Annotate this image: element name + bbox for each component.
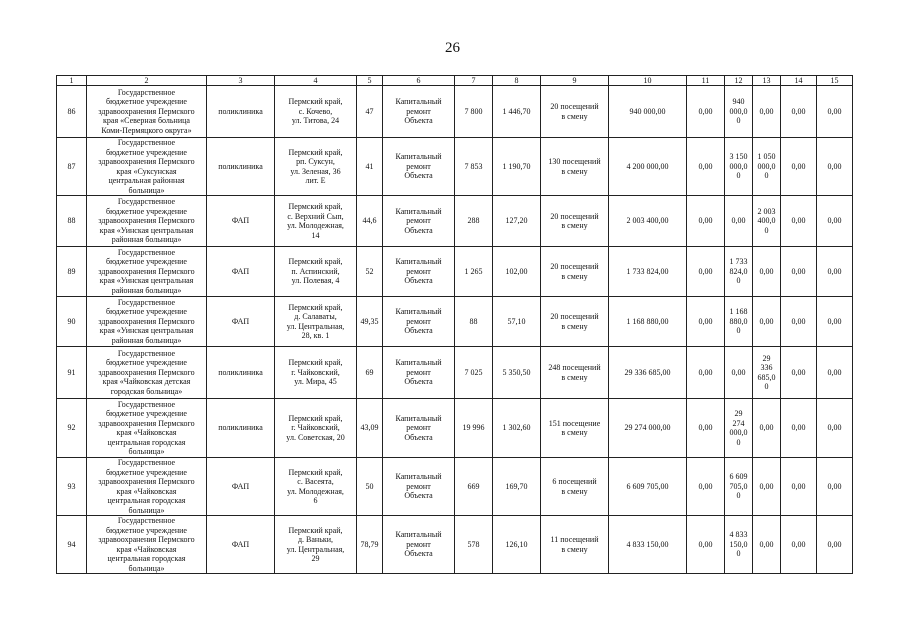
table-cell: 93 [57, 458, 87, 516]
table-cell: Капитальный ремонт Объекта [383, 196, 455, 247]
table-cell: поликлиника [207, 399, 275, 458]
table-cell: Пермский край, с. Верхний Сып, ул. Молодежная, 14 [275, 196, 357, 247]
table-cell: Пермский край, с. Кочево, ул. Титова, 24 [275, 86, 357, 138]
table-cell: 0,00 [781, 399, 817, 458]
column-header: 11 [687, 76, 725, 86]
table-cell: 7 853 [455, 138, 493, 196]
column-header-row [57, 76, 853, 86]
table-cell: 44,6 [357, 196, 383, 247]
table-cell: 0,00 [817, 347, 853, 399]
table-cell: 41 [357, 138, 383, 196]
table-cell: 3 150 000,0 0 [725, 138, 753, 196]
table-row [57, 196, 853, 247]
column-header: 2 [87, 76, 207, 86]
table-cell: 1 302,60 [493, 399, 541, 458]
table-row [57, 347, 853, 399]
table-cell: 0,00 [687, 297, 725, 347]
table-cell: 1 190,70 [493, 138, 541, 196]
table-cell: Государственное бюджетное учреждение здравоохранения Пермского края «Северная больница Коми-Пермяцкого округа» [87, 86, 207, 138]
table-cell: 20 посещений в смену [541, 297, 609, 347]
table-cell: 0,00 [781, 196, 817, 247]
table-cell: 0,00 [687, 347, 725, 399]
table-cell: ФАП [207, 247, 275, 297]
table-cell: 7 800 [455, 86, 493, 138]
table-cell: ФАП [207, 458, 275, 516]
table-cell: 11 посещений в смену [541, 516, 609, 574]
table-cell: 0,00 [781, 138, 817, 196]
column-header: 12 [725, 76, 753, 86]
table-cell: 1 733 824,0 0 [725, 247, 753, 297]
table-cell: 0,00 [817, 196, 853, 247]
table-cell: Капитальный ремонт Объекта [383, 399, 455, 458]
table-cell: 0,00 [817, 399, 853, 458]
table-cell: 0,00 [817, 458, 853, 516]
table-cell: 0,00 [687, 247, 725, 297]
table-cell: 6 609 705,0 0 [725, 458, 753, 516]
table-cell: 0,00 [753, 458, 781, 516]
table-cell: Капитальный ремонт Объекта [383, 458, 455, 516]
table-cell: поликлиника [207, 86, 275, 138]
table-cell: 0,00 [817, 247, 853, 297]
table-cell: 4 833 150,00 [609, 516, 687, 574]
table-cell: 29 336 685,00 [609, 347, 687, 399]
table-cell: 0,00 [781, 297, 817, 347]
table-cell: 47 [357, 86, 383, 138]
table-cell: Пермский край, с. Васеята, ул. Молодежная, 6 [275, 458, 357, 516]
table-cell: Капитальный ремонт Объекта [383, 138, 455, 196]
table-cell: 19 996 [455, 399, 493, 458]
table-cell: 2 003 400,00 [609, 196, 687, 247]
table-cell: Капитальный ремонт Объекта [383, 516, 455, 574]
table-cell: Капитальный ремонт Объекта [383, 86, 455, 138]
table-cell: 5 350,50 [493, 347, 541, 399]
data-table [56, 75, 853, 574]
table-cell: Государственное бюджетное учреждение здравоохранения Пермского края «Чайковская детская городская больница» [87, 347, 207, 399]
table-cell: 0,00 [781, 458, 817, 516]
table-cell: 0,00 [781, 86, 817, 138]
table-cell: Пермский край, рп. Суксун, ул. Зеленая, 36 лит. Е [275, 138, 357, 196]
table-cell: 1 733 824,00 [609, 247, 687, 297]
table-cell: 0,00 [817, 516, 853, 574]
table-row [57, 86, 853, 138]
column-header: 7 [455, 76, 493, 86]
table-cell: 87 [57, 138, 87, 196]
table-cell: Капитальный ремонт Объекта [383, 297, 455, 347]
table-cell: 127,20 [493, 196, 541, 247]
table-cell: 0,00 [753, 399, 781, 458]
table-cell: 0,00 [781, 347, 817, 399]
table-cell: 43,09 [357, 399, 383, 458]
table-cell: 288 [455, 196, 493, 247]
table-cell: 0,00 [725, 347, 753, 399]
table-cell: 20 посещений в смену [541, 86, 609, 138]
table-cell: 91 [57, 347, 87, 399]
column-header: 10 [609, 76, 687, 86]
table-cell: 78,79 [357, 516, 383, 574]
table-cell: 578 [455, 516, 493, 574]
table-cell: Капитальный ремонт Объекта [383, 247, 455, 297]
table-cell: 0,00 [687, 399, 725, 458]
table-cell: 0,00 [687, 196, 725, 247]
table-cell: 0,00 [725, 196, 753, 247]
table-cell: 0,00 [753, 86, 781, 138]
table-cell: Государственное бюджетное учреждение здравоохранения Пермского края «Чайковская центральная городская больница» [87, 516, 207, 574]
table-cell: 0,00 [817, 297, 853, 347]
table-cell: 0,00 [687, 86, 725, 138]
table-cell: 20 посещений в смену [541, 247, 609, 297]
table-cell: Пермский край, д. Салаваты, ул. Центральная, 28, кв. 1 [275, 297, 357, 347]
table-cell: Государственное бюджетное учреждение здравоохранения Пермского края «Уинская центральная районная больница» [87, 297, 207, 347]
table-cell: 6 посещений в смену [541, 458, 609, 516]
table-cell: 6 609 705,00 [609, 458, 687, 516]
table-cell: 0,00 [753, 297, 781, 347]
table-cell: 1 050 000,0 0 [753, 138, 781, 196]
table-cell: 90 [57, 297, 87, 347]
table-cell: 126,10 [493, 516, 541, 574]
table-cell: Пермский край, г. Чайковский, ул. Мира, 45 [275, 347, 357, 399]
table-cell: 7 025 [455, 347, 493, 399]
table-cell: 0,00 [753, 516, 781, 574]
table-cell: 20 посещений в смену [541, 196, 609, 247]
table-row [57, 247, 853, 297]
table-cell: Государственное бюджетное учреждение здравоохранения Пермского края «Чайковская центральная городская больница» [87, 399, 207, 458]
table-cell: 29 274 000,00 [609, 399, 687, 458]
table-cell: Капитальный ремонт Объекта [383, 347, 455, 399]
table-cell: 29 274 000,0 0 [725, 399, 753, 458]
table-row [57, 516, 853, 574]
table-cell: 92 [57, 399, 87, 458]
table-cell: 940 000,00 [609, 86, 687, 138]
table-cell: 50 [357, 458, 383, 516]
table-cell: 29 336 685,0 0 [753, 347, 781, 399]
table-cell: 0,00 [687, 138, 725, 196]
table-cell: Государственное бюджетное учреждение здравоохранения Пермского края «Уинская центральная районная больница» [87, 196, 207, 247]
table-cell: 4 200 000,00 [609, 138, 687, 196]
table-cell: 0,00 [687, 458, 725, 516]
table-cell: 88 [455, 297, 493, 347]
table-cell: Пермский край, д. Ваньки, ул. Центральная, 29 [275, 516, 357, 574]
table-row [57, 399, 853, 458]
table-cell: 88 [57, 196, 87, 247]
column-header: 4 [275, 76, 357, 86]
table-cell: 69 [357, 347, 383, 399]
table-cell: 52 [357, 247, 383, 297]
table-cell: 86 [57, 86, 87, 138]
page-number: 26 [445, 40, 460, 56]
table-cell: 102,00 [493, 247, 541, 297]
table-cell: 0,00 [753, 247, 781, 297]
table-cell: поликлиника [207, 138, 275, 196]
table-cell: ФАП [207, 196, 275, 247]
table-cell: ФАП [207, 297, 275, 347]
table-cell: 0,00 [817, 138, 853, 196]
column-header: 9 [541, 76, 609, 86]
column-header: 5 [357, 76, 383, 86]
column-header: 8 [493, 76, 541, 86]
table-cell: 0,00 [781, 247, 817, 297]
column-header: 13 [753, 76, 781, 86]
table-row [57, 297, 853, 347]
table-cell: 1 168 880,0 0 [725, 297, 753, 347]
table-cell: 49,35 [357, 297, 383, 347]
table-cell: Государственное бюджетное учреждение здравоохранения Пермского края «Чайковская центральная городская больница» [87, 458, 207, 516]
table-cell: поликлиника [207, 347, 275, 399]
table-cell: 4 833 150,0 0 [725, 516, 753, 574]
column-header: 3 [207, 76, 275, 86]
table-cell: Пермский край, г. Чайковский, ул. Советская, 20 [275, 399, 357, 458]
table-cell: Государственное бюджетное учреждение здравоохранения Пермского края «Суксунская центральная районная больница» [87, 138, 207, 196]
table-cell: 669 [455, 458, 493, 516]
table-cell: 0,00 [781, 516, 817, 574]
table-cell: 151 посещение в смену [541, 399, 609, 458]
table-cell: 1 168 880,00 [609, 297, 687, 347]
table-cell: 1 265 [455, 247, 493, 297]
table-cell: 130 посещений в смену [541, 138, 609, 196]
column-header: 1 [57, 76, 87, 86]
table-cell: 89 [57, 247, 87, 297]
table-cell: ФАП [207, 516, 275, 574]
table-row [57, 458, 853, 516]
table-cell: 2 003 400,0 0 [753, 196, 781, 247]
table-cell: 0,00 [817, 86, 853, 138]
column-header: 6 [383, 76, 455, 86]
table-row [57, 138, 853, 196]
table-cell: Пермский край, п. Аспинский, ул. Полевая, 4 [275, 247, 357, 297]
table-cell: 94 [57, 516, 87, 574]
column-header: 15 [817, 76, 853, 86]
table-cell: 248 посещений в смену [541, 347, 609, 399]
table-cell: 940 000,0 0 [725, 86, 753, 138]
table-cell: Государственное бюджетное учреждение здравоохранения Пермского края «Уинская центральная районная больница» [87, 247, 207, 297]
table-cell: 57,10 [493, 297, 541, 347]
table-cell: 169,70 [493, 458, 541, 516]
table-cell: 1 446,70 [493, 86, 541, 138]
table-cell: 0,00 [687, 516, 725, 574]
column-header: 14 [781, 76, 817, 86]
